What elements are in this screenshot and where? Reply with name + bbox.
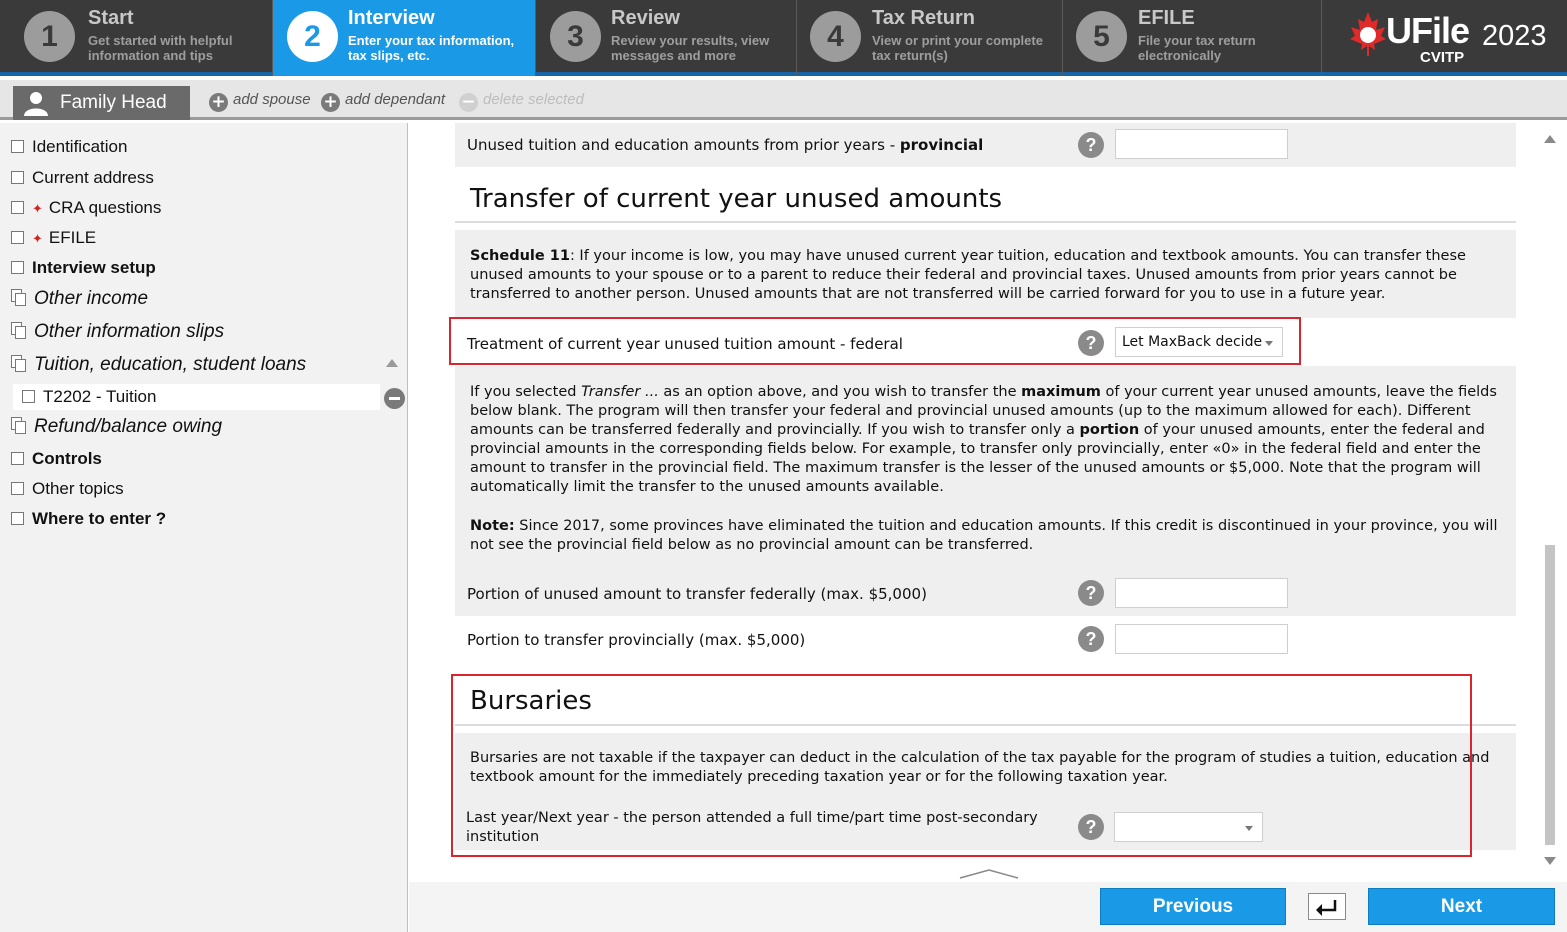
logo-year: 2023 (1482, 20, 1547, 52)
step-bar (0, 0, 1567, 76)
nav-t2202-tuition[interactable]: T2202 - Tuition (13, 384, 380, 410)
bursaries-heading: Bursaries (470, 686, 592, 716)
pages-icon (11, 417, 27, 434)
divider (455, 221, 1516, 223)
highlight-treatment (449, 317, 1301, 365)
delete-selected-button[interactable]: − delete selected (459, 91, 584, 112)
chevron-up-icon[interactable] (958, 868, 1020, 880)
next-button[interactable]: Next (1368, 888, 1555, 925)
sidebar (0, 123, 408, 932)
scroll-down-icon[interactable] (1544, 857, 1556, 865)
step-description: Enter your tax information, tax slips, etc. (348, 33, 515, 63)
help-icon[interactable]: ? (1078, 626, 1104, 652)
checkbox[interactable] (11, 171, 24, 184)
portion-provincial-label: Portion to transfer provincially (max. $5,000) (467, 631, 806, 649)
maple-leaf-icon (1348, 10, 1388, 58)
help-icon[interactable]: ? (1078, 330, 1104, 356)
portion-federal-input[interactable] (1115, 578, 1288, 608)
nav-tuition-education[interactable]: Tuition, education, student loans (11, 354, 306, 376)
checkbox[interactable] (11, 482, 24, 495)
checkbox[interactable] (11, 231, 24, 244)
maple-leaf-icon: ✦ (32, 201, 43, 216)
bursaries-text: Bursaries are not taxable if the taxpayer can deduct in the calculation of the tax payable for the program of studies a tuition, education and textbook amount for the immediately preceding taxation year or for the following taxation year. (470, 750, 1490, 785)
step-title: Start (88, 7, 134, 29)
schedule11-text: Schedule 11: If your income is low, you may have unused current year tuition, education and textbook amounts. You can transfer these unused amounts to your spouse or to a parent to reduce their federal and provincial taxes. Unused amounts from prior years cannot be transferred to another person. Unused amounts that are not transferred will be carried forward for you to use in a future year. (470, 248, 1466, 302)
scroll-up-icon[interactable] (1544, 135, 1556, 143)
highlight-bursaries (451, 674, 1472, 857)
step-description: Get started with helpful information and tips (88, 33, 233, 63)
maple-leaf-icon: ✦ (32, 231, 43, 246)
pages-icon (11, 289, 27, 306)
checkbox[interactable] (11, 140, 24, 153)
checkbox[interactable] (11, 261, 24, 274)
step-title: EFILE (1138, 7, 1195, 29)
step-interview[interactable] (273, 0, 536, 76)
step-title: Review (611, 7, 680, 29)
plus-icon: + (321, 93, 340, 112)
help-icon[interactable]: ? (1078, 580, 1104, 606)
pages-icon (11, 322, 27, 339)
nav-refund-balance[interactable]: Refund/balance owing (11, 416, 222, 438)
nav-current-address[interactable]: Current address (11, 168, 154, 188)
step-number: 4 (810, 11, 861, 62)
step-number: 1 (24, 11, 75, 62)
checkbox[interactable] (11, 512, 24, 525)
previous-button[interactable]: Previous (1100, 888, 1286, 925)
nav-cra-questions[interactable]: ✦ CRA questions (11, 198, 161, 218)
minus-icon: − (459, 93, 478, 112)
prior-provincial-input[interactable] (1115, 129, 1288, 159)
note-text: Note: Since 2017, some provinces have eliminated the tuition and education amounts. If this credit is discontinued in your province, you will not see the provincial field below as no provincial amount can be transferred. (470, 518, 1498, 553)
attended-label: Last year/Next year - the person attended a full time/part time post-secondary institution (466, 810, 1038, 845)
transfer-heading: Transfer of current year unused amounts (470, 184, 1003, 214)
help-icon[interactable]: ? (1078, 132, 1104, 158)
back-arrow-icon (1308, 893, 1346, 920)
step-number: 5 (1076, 11, 1127, 62)
step-title: Interview (348, 7, 435, 29)
nav-interview-setup[interactable]: Interview setup (11, 258, 156, 278)
treatment-select[interactable]: Let MaxBack decide (1115, 327, 1283, 357)
step-description: Review your results, view messages and more (611, 33, 770, 63)
logo-brand: UFile (1386, 10, 1470, 51)
chevron-up-icon[interactable] (386, 359, 398, 367)
step-number: 3 (550, 11, 601, 62)
step-description: View or print your complete tax return(s) (872, 33, 1043, 63)
ufile-logo (1322, 0, 1567, 76)
person-icon (23, 90, 49, 116)
nav-where-to-enter[interactable]: Where to enter ? (11, 509, 166, 529)
scrollbar-thumb[interactable] (1545, 545, 1555, 845)
portion-provincial-input[interactable] (1115, 624, 1288, 654)
nav-identification[interactable]: Identification (11, 137, 127, 157)
logo-sub: CVITP (1420, 49, 1465, 66)
nav-other-income[interactable]: Other income (11, 288, 148, 310)
treatment-label: Treatment of current year unused tuition amount - federal (467, 335, 903, 353)
prior-provincial-label: Unused tuition and education amounts from prior years - provincial (467, 136, 984, 154)
checkbox[interactable] (22, 390, 35, 403)
pages-icon (11, 355, 27, 372)
family-strip (0, 80, 1567, 120)
remove-icon[interactable] (384, 388, 405, 409)
step-number: 2 (287, 11, 338, 62)
step-title: Tax Return (872, 7, 975, 29)
family-head-label: Family Head (60, 92, 167, 113)
help-icon[interactable]: ? (1078, 814, 1104, 840)
nav-other-topics[interactable]: Other topics (11, 479, 124, 499)
back-button[interactable] (1308, 893, 1346, 920)
nav-efile[interactable]: ✦ EFILE (11, 228, 96, 248)
family-head-tab[interactable] (13, 86, 190, 120)
step-description: File your tax return electronically (1138, 33, 1256, 63)
step-start[interactable] (0, 0, 273, 76)
portion-federal-label: Portion of unused amount to transfer federally (max. $5,000) (467, 585, 927, 603)
step-efile[interactable] (1063, 0, 1322, 76)
add-dependant-button[interactable]: + add dependant (321, 91, 445, 112)
checkbox[interactable] (11, 201, 24, 214)
add-spouse-button[interactable]: + add spouse (209, 91, 311, 112)
plus-icon: + (209, 93, 228, 112)
transfer-info-text: If you selected Transfer ... as an option above, and you wish to transfer the maximum of your current year unused amounts, leave the fields below blank. The program will then transfer your federal and provincial unused amounts (up to the maximum allowed for each). Different amounts can be transferred federally and provincially. If you wish to transfer only a portion of your unused amounts, enter the federal and provincial amounts in the corresponding fields below. For example, to transfer only provincially, enter «0» in the federal field and enter the amount to transfer in the provincial field. The maximum transfer is the lesser of the unused amounts or $5,000. Note that the program will automatically limit the transfer to the unused amounts available. (470, 384, 1497, 495)
step-review[interactable] (536, 0, 797, 76)
checkbox[interactable] (11, 452, 24, 465)
step-tax-return[interactable] (797, 0, 1063, 76)
nav-controls[interactable]: Controls (11, 449, 102, 469)
nav-other-information-slips[interactable]: Other information slips (11, 321, 224, 343)
